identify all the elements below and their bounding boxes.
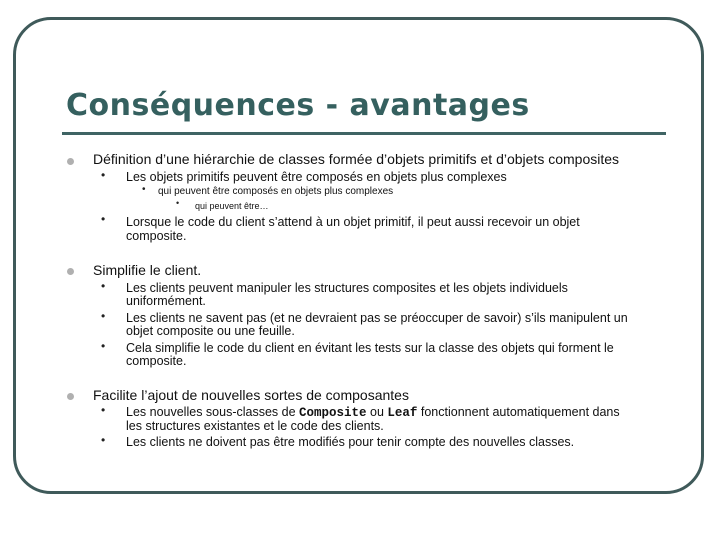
code-leaf: Leaf <box>387 406 418 420</box>
sub-bullet-icon: • <box>101 279 106 293</box>
bullet-icon <box>67 393 74 400</box>
point-3-sub-1 <box>126 405 620 420</box>
point-1-sub-2: qui peuvent être composés en objets plus complexes <box>158 186 394 197</box>
point-3-sub-1-c: fonctionnent automatiquement dans <box>417 405 620 419</box>
point-2-sub-3: Cela simplifie le code du client en évitant les tests sur la classe des objets qui forment le <box>126 341 614 355</box>
point-1-sub-3: qui peuvent être… <box>195 201 269 211</box>
point-2-sub-1: Les clients peuvent manipuler les structures composites et les objets individuels <box>126 281 568 295</box>
sub-bullet-icon: • <box>101 309 106 323</box>
sub-bullet-icon: • <box>101 168 106 182</box>
point-1-sub-1: Les objets primitifs peuvent être composés en objets plus complexes <box>126 170 507 184</box>
point-2-sub-2: Les clients ne savent pas (et ne devraient pas se préoccuper de savoir) s’ils manipulent un <box>126 311 628 325</box>
point-3-text: Facilite l’ajout de nouvelles sortes de composantes <box>93 387 409 403</box>
point-3-sub-1-b: ou <box>366 405 388 419</box>
point-2-sub-2b: objet composite ou une feuille. <box>126 324 295 338</box>
bullet-icon <box>67 268 74 275</box>
point-1-text: Définition d’une hiérarchie de classes formée d’objets primitifs et d’objets composites <box>93 151 620 167</box>
point-3-sub-1-a: Les nouvelles sous-classes de <box>126 405 300 419</box>
sub-bullet-icon: • <box>101 339 106 353</box>
point-3-sub-1b: les structures existantes et le code des clients. <box>126 419 384 433</box>
sub-bullet-icon: • <box>101 433 106 447</box>
bullet-icon <box>67 158 74 165</box>
sub-bullet-icon: • <box>101 212 106 226</box>
point-1-sub-4: Lorsque le code du client s’attend à un objet primitif, il peut aussi recevoir un objet <box>126 215 580 229</box>
title-underline <box>62 132 666 135</box>
point-3-sub-2: Les clients ne doivent pas être modifiés pour tenir compte des nouvelles classes. <box>126 435 575 449</box>
sub-bullet-icon: • <box>176 198 180 208</box>
point-2-sub-3b: composite. <box>126 354 187 368</box>
point-1-sub-4b: composite. <box>126 229 187 243</box>
code-composite: Composite <box>299 406 367 420</box>
point-2-sub-1b: uniformément. <box>126 294 206 308</box>
sub-bullet-icon: • <box>101 403 106 417</box>
point-2-text: Simplifie le client. <box>93 262 202 278</box>
slide-title: Conséquences - avantages <box>66 88 530 123</box>
sub-bullet-icon: • <box>142 184 146 195</box>
